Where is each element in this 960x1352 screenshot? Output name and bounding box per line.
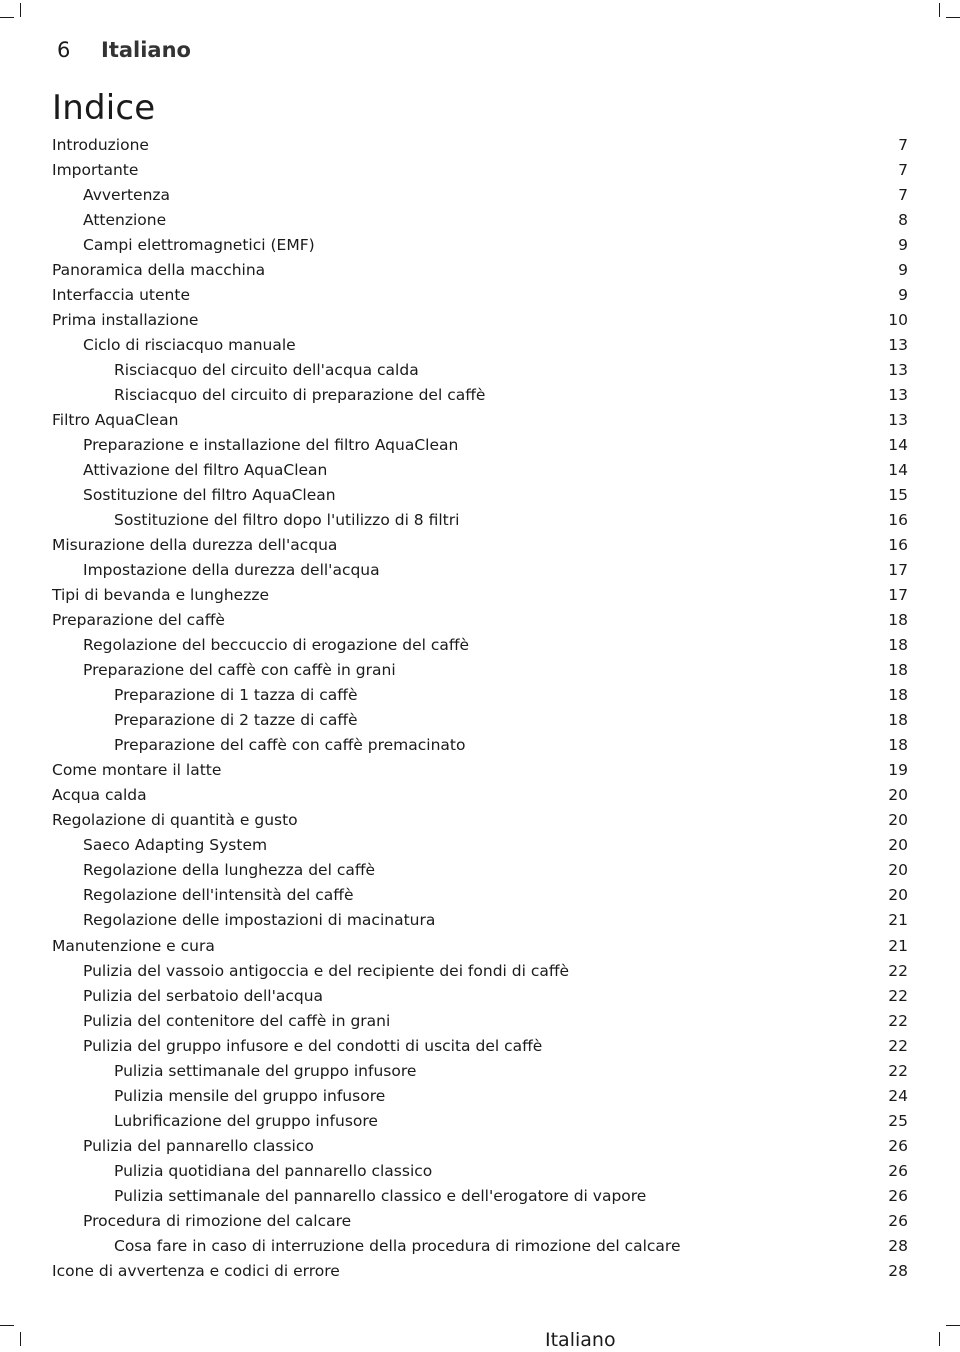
toc-entry-page: 16: [888, 511, 908, 530]
crop-mark: [939, 1332, 940, 1346]
toc-entry[interactable]: [52, 358, 908, 383]
toc-entry[interactable]: [52, 183, 908, 208]
toc-entry[interactable]: [52, 733, 908, 758]
toc-entry-title: Ciclo di risciacquo manuale: [83, 336, 296, 355]
toc-entry-page: 9: [898, 236, 908, 255]
toc-entry-title: Pulizia settimanale del pannarello classico e dell'erogatore di vapore: [114, 1186, 647, 1205]
toc-entry[interactable]: [52, 533, 908, 558]
toc-entry-page: 20: [888, 886, 908, 905]
toc-entry[interactable]: [52, 934, 908, 959]
toc-entry[interactable]: [52, 308, 908, 333]
toc-entry-page: 18: [888, 661, 908, 680]
page-number: 6: [57, 38, 71, 62]
toc-entry-page: 19: [888, 761, 908, 780]
toc-entry-page: 26: [888, 1136, 908, 1155]
toc-entry-title: Pulizia del gruppo infusore e del condotti di uscita del caffè: [83, 1036, 543, 1055]
toc-entry[interactable]: [52, 1059, 908, 1084]
toc-entry[interactable]: [52, 433, 908, 458]
toc-entry[interactable]: [52, 583, 908, 608]
toc-entry-title: Saeco Adapting System: [83, 836, 268, 855]
toc-entry-title: Icone di avvertenza e codici di errore: [52, 1261, 340, 1280]
toc-entry[interactable]: [52, 783, 908, 808]
toc-entry-title: Prima installazione: [52, 311, 199, 330]
toc-entry-title: Preparazione di 1 tazza di caffè: [114, 686, 358, 705]
toc-entry-title: Preparazione del caffè: [52, 611, 225, 630]
toc-entry-title: Sostituzione del filtro dopo l'utilizzo di 8 filtri: [114, 511, 460, 530]
toc-entry[interactable]: [52, 1184, 908, 1209]
toc-entry[interactable]: [52, 858, 908, 883]
toc-entry-title: Come montare il latte: [52, 761, 222, 780]
toc-entry[interactable]: [52, 1159, 908, 1184]
toc-entry-title: Regolazione di quantità e gusto: [52, 811, 298, 830]
toc-entry-page: 15: [888, 486, 908, 505]
crop-mark: [0, 1325, 14, 1326]
toc-entry[interactable]: [52, 908, 908, 933]
toc-entry[interactable]: [52, 658, 908, 683]
toc-entry-page: 7: [898, 161, 908, 180]
toc-entry[interactable]: [52, 608, 908, 633]
toc-entry-page: 20: [888, 786, 908, 805]
toc-entry-page: 9: [898, 261, 908, 280]
toc-entry-page: 18: [888, 686, 908, 705]
toc-entry-page: 26: [888, 1186, 908, 1205]
toc-entry-page: 8: [898, 211, 908, 230]
toc-entry[interactable]: [52, 633, 908, 658]
toc-entry-page: 18: [888, 611, 908, 630]
toc-entry[interactable]: [52, 808, 908, 833]
toc-entry[interactable]: [52, 708, 908, 733]
toc-entry-page: 7: [898, 136, 908, 154]
toc-entry-page: 13: [888, 411, 908, 430]
page-header: [57, 38, 191, 68]
toc-entry-title: Filtro AquaClean: [52, 411, 179, 430]
toc-entry-title: Preparazione e installazione del filtro AquaClean: [83, 436, 459, 455]
toc-entry[interactable]: [52, 833, 908, 858]
toc-entry[interactable]: [52, 458, 908, 483]
toc-entry-page: 14: [888, 461, 908, 480]
toc-entry-page: 7: [898, 186, 908, 205]
toc-entry[interactable]: [52, 558, 908, 583]
table-of-contents: [52, 133, 908, 1284]
toc-entry-page: 13: [888, 336, 908, 355]
toc-entry-title: Importante: [52, 161, 139, 180]
toc-entry-page: 18: [888, 736, 908, 755]
toc-entry-page: 20: [888, 836, 908, 855]
toc-entry-title: Attenzione: [83, 211, 167, 230]
toc-entry-title: Pulizia mensile del gruppo infusore: [114, 1086, 386, 1105]
crop-mark: [939, 3, 940, 17]
toc-entry-title: Attivazione del filtro AquaClean: [83, 461, 328, 480]
crop-mark: [946, 17, 960, 18]
toc-entry-page: 22: [888, 986, 908, 1005]
toc-entry-title: Preparazione di 2 tazze di caffè: [114, 711, 358, 730]
toc-entry-title: Preparazione del caffè con caffè in grani: [83, 661, 396, 680]
toc-entry-title: Pulizia del serbatoio dell'acqua: [83, 986, 324, 1005]
toc-entry-page: 25: [888, 1111, 908, 1130]
toc-entry-title: Risciacquo del circuito dell'acqua calda: [114, 361, 419, 380]
toc-entry-page: 24: [888, 1086, 908, 1105]
toc-entry-page: 26: [888, 1211, 908, 1230]
toc-entry-page: 21: [888, 936, 908, 955]
toc-entry-title: Campi elettromagnetici (EMF): [83, 236, 315, 255]
toc-entry-page: 22: [888, 961, 908, 980]
toc-entry-title: Risciacquo del circuito di preparazione del caffè: [114, 386, 486, 405]
toc-entry-title: Regolazione della lunghezza del caffè: [83, 861, 376, 880]
toc-entry[interactable]: [52, 683, 908, 708]
toc-entry-page: 22: [888, 1011, 908, 1030]
toc-entry[interactable]: [52, 883, 908, 908]
toc-entry-page: 10: [888, 311, 908, 330]
toc-entry[interactable]: [52, 1109, 908, 1134]
toc-entry-page: 28: [888, 1236, 908, 1255]
crop-mark: [0, 17, 14, 18]
toc-entry-page: 26: [888, 1161, 908, 1180]
toc-entry-title: Regolazione dell'intensità del caffè: [83, 886, 354, 905]
toc-entry-title: Sostituzione del filtro AquaClean: [83, 486, 336, 505]
toc-entry-title: Pulizia del vassoio antigoccia e del recipiente dei fondi di caffè: [83, 961, 570, 980]
toc-entry-page: 22: [888, 1061, 908, 1080]
toc-entry-page: 28: [888, 1261, 908, 1280]
toc-entry-title: Regolazione del beccuccio di erogazione del caffè: [83, 636, 470, 655]
toc-entry[interactable]: [52, 1209, 908, 1234]
toc-entry[interactable]: [52, 1234, 908, 1259]
footer-language: Italiano: [545, 1329, 616, 1351]
toc-entry-page: 9: [898, 286, 908, 305]
toc-entry-title: Manutenzione e cura: [52, 936, 215, 955]
toc-entry[interactable]: [52, 1034, 908, 1059]
toc-entry-page: 17: [888, 561, 908, 580]
toc-entry-title: Misurazione della durezza dell'acqua: [52, 536, 338, 555]
header-language: Italiano: [101, 38, 191, 62]
toc-entry[interactable]: [52, 508, 908, 533]
toc-entry-title: Regolazione delle impostazioni di macinatura: [83, 911, 436, 930]
toc-entry-page: 18: [888, 636, 908, 655]
toc-entry[interactable]: [52, 258, 908, 283]
toc-entry[interactable]: [52, 283, 908, 308]
toc-entry-title: Preparazione del caffè con caffè premacinato: [114, 736, 466, 755]
toc-entry-page: 18: [888, 711, 908, 730]
toc-entry[interactable]: [52, 158, 908, 183]
toc-entry-page: 14: [888, 436, 908, 455]
toc-entry[interactable]: [52, 1084, 908, 1109]
crop-mark: [946, 1325, 960, 1326]
toc-entry[interactable]: [52, 758, 908, 783]
page-title: Indice: [52, 88, 156, 128]
toc-entry-title: Procedura di rimozione del calcare: [83, 1211, 352, 1230]
toc-entry-title: Avvertenza: [83, 186, 171, 205]
toc-entry-title: Interfaccia utente: [52, 286, 190, 305]
toc-entry-title: Acqua calda: [52, 786, 147, 805]
toc-entry-title: Pulizia del contenitore del caffè in grani: [83, 1011, 391, 1030]
toc-entry-title: Tipi di bevanda e lunghezze: [52, 586, 269, 605]
toc-entry-title: Cosa fare in caso di interruzione della procedura di rimozione del calcare: [114, 1236, 681, 1255]
toc-entry-title: Panoramica della macchina: [52, 261, 266, 280]
toc-entry-page: 17: [888, 586, 908, 605]
toc-entry-page: 22: [888, 1036, 908, 1055]
toc-entry[interactable]: [52, 1259, 908, 1284]
toc-entry-page: 16: [888, 536, 908, 555]
toc-entry[interactable]: [52, 233, 908, 258]
toc-entry-title: Impostazione della durezza dell'acqua: [83, 561, 380, 580]
crop-mark: [20, 1332, 21, 1346]
toc-entry[interactable]: [52, 1009, 908, 1034]
toc-entry-title: Pulizia settimanale del gruppo infusore: [114, 1061, 417, 1080]
toc-entry[interactable]: [52, 959, 908, 984]
toc-entry-title: Pulizia quotidiana del pannarello classico: [114, 1161, 433, 1180]
toc-entry-page: 13: [888, 361, 908, 380]
toc-entry-page: 20: [888, 811, 908, 830]
toc-entry-title: Lubrificazione del gruppo infusore: [114, 1111, 378, 1130]
toc-entry[interactable]: [52, 208, 908, 233]
toc-entry[interactable]: [52, 383, 908, 408]
toc-entry[interactable]: [52, 1134, 908, 1159]
toc-entry-page: 13: [888, 386, 908, 405]
toc-entry-title: Introduzione: [52, 136, 149, 154]
toc-entry[interactable]: [52, 984, 908, 1009]
toc-entry[interactable]: [52, 483, 908, 508]
crop-mark: [20, 3, 21, 17]
toc-entry[interactable]: [52, 333, 908, 358]
toc-entry[interactable]: [52, 408, 908, 433]
toc-entry-title: Pulizia del pannarello classico: [83, 1136, 314, 1155]
toc-entry-page: 21: [888, 911, 908, 930]
toc-entry[interactable]: [52, 133, 908, 158]
toc-entry-page: 20: [888, 861, 908, 880]
